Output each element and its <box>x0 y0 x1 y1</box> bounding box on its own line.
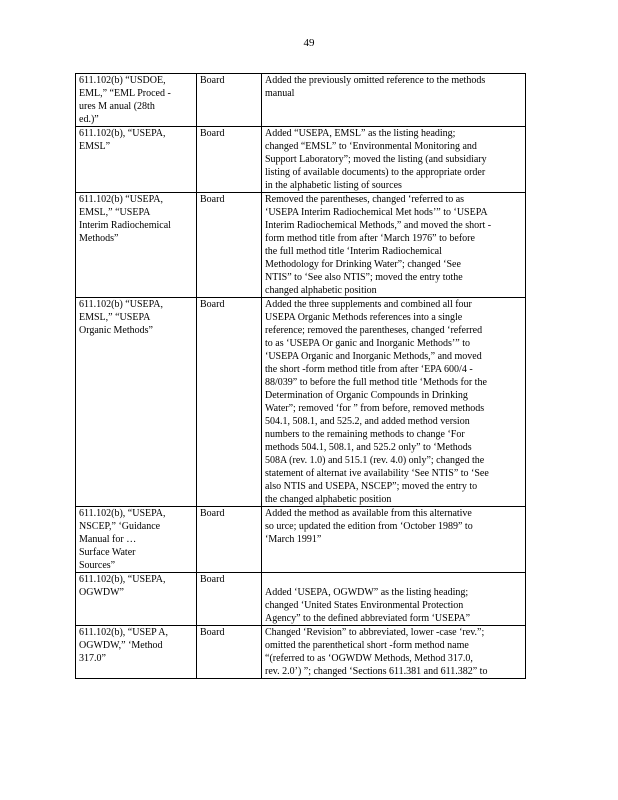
comment-cell <box>262 507 526 573</box>
section-line: EML,” “EML Proced - <box>79 88 171 99</box>
section-cell <box>76 193 197 298</box>
source-cell: Board <box>197 74 262 127</box>
source-cell: Board <box>197 298 262 507</box>
comment-line: Added the previously omitted reference to the methods <box>265 75 486 86</box>
comment-cell <box>262 74 526 127</box>
table-body <box>76 74 526 679</box>
section-cell <box>76 74 197 127</box>
comment-line: Added ‘USEPA, OGWDW” as the listing heading; <box>265 587 469 598</box>
comment-line: Changed ‘Revision” to abbreviated, lower -case ‘rev.”; <box>265 627 485 638</box>
section-line: 611.102(b), “USEP A, <box>79 627 168 638</box>
comment-line: changed “EMSL” to ‘Environmental Monitoring and <box>265 141 477 152</box>
comment-line: 88/039” to before the full method title ‘Methods for the <box>265 377 487 388</box>
section-line: 611.102(b) “USEPA, <box>79 194 163 205</box>
section-line: 611.102(b), “USEPA, <box>79 128 166 139</box>
section-line: ures M anual (28th <box>79 101 155 112</box>
comment-line: in the alphabetic listing of sources <box>265 180 402 191</box>
comment-line: Interim Radiochemical Methods,” and moved the short - <box>265 220 492 231</box>
section-line: OGWDW,” ‘Method <box>79 640 163 651</box>
comment-line: the changed alphabetic position <box>265 494 392 505</box>
comment-line: “(referred to as ‘OGWDW Methods, Method 317.0, <box>265 653 473 664</box>
comment-line: NTIS” to ‘See also NTIS”; moved the entry tothe <box>265 272 463 283</box>
comment-line: manual <box>265 88 295 99</box>
comment-line: reference; removed the parentheses, changed ‘referred <box>265 325 483 336</box>
comment-line: to as ‘USEPA Or ganic and Inorganic Methods’” to <box>265 338 470 349</box>
section-line: ed.)” <box>79 114 99 125</box>
section-line: NSCEP,” ‘Guidance <box>79 521 161 532</box>
table-row <box>76 74 526 127</box>
comment-line: Methodology for Drinking Water”; changed ‘See <box>265 259 461 270</box>
section-line: Manual for … <box>79 534 137 545</box>
comment-line: ‘USEPA Interim Radiochemical Met hods’” to ‘USEPA <box>265 207 488 218</box>
table-row <box>76 127 526 193</box>
comment-line: 508A (rev. 1.0) and 515.1 (rev. 4.0) only”; changed the <box>265 455 485 466</box>
comment-line: ‘March 1991” <box>265 534 322 545</box>
section-line: Interim Radiochemical <box>79 220 171 231</box>
comment-cell <box>262 127 526 193</box>
source-cell: Board <box>197 573 262 626</box>
comment-line: Support Laboratory”; moved the listing (and subsidiary <box>265 154 487 165</box>
section-cell <box>76 626 197 679</box>
comment-line: changed alphabetic position <box>265 285 377 296</box>
comment-cell <box>262 298 526 507</box>
section-cell <box>76 127 197 193</box>
section-cell <box>76 298 197 507</box>
comment-line: rev. 2.0’) ”; changed ‘Sections 611.381 and 611.382” to <box>265 666 488 677</box>
comment-cell <box>262 193 526 298</box>
page-number: 49 <box>303 37 315 49</box>
section-line: EMSL,” “USEPA <box>79 312 151 323</box>
comment-line: so urce; updated the edition from ‘October 1989” to <box>265 521 473 532</box>
comment-line: Added the method as available from this alternative <box>265 508 472 519</box>
comment-line: 504.1, 508.1, and 525.2, and added method version <box>265 416 470 427</box>
table-row <box>76 193 526 298</box>
comment-line: numbers to the remaining methods to change ‘For <box>265 429 465 440</box>
comment-line: Added the three supplements and combined all four <box>265 299 472 310</box>
comment-cell <box>262 573 526 626</box>
section-cell <box>76 573 197 626</box>
section-line: OGWDW” <box>79 587 124 598</box>
section-line: EMSL” <box>79 141 111 152</box>
source-cell: Board <box>197 626 262 679</box>
section-line: 611.102(b), “USEPA, <box>79 508 166 519</box>
section-line: Organic Methods” <box>79 325 153 336</box>
comment-line: the full method title ‘Interim Radiochemical <box>265 246 442 257</box>
comment-line: ‘USEPA Organic and Inorganic Methods,” and moved <box>265 351 482 362</box>
source-cell: Board <box>197 507 262 573</box>
comment-line: omitted the parenthetical short -form method name <box>265 640 469 651</box>
comment-cell <box>262 626 526 679</box>
comment-line: Agency” to the defined abbreviated form ‘USEPA” <box>265 613 471 624</box>
table-row <box>76 507 526 573</box>
comment-line <box>265 573 522 586</box>
comment-line: changed ‘United States Environmental Protection <box>265 600 464 611</box>
source-cell: Board <box>197 127 262 193</box>
comment-line: form method title from after ‘March 1976” to before <box>265 233 475 244</box>
table-row <box>76 573 526 626</box>
comment-line: listing of available documents) to the appropriate order <box>265 167 486 178</box>
comment-line: Water”; removed ‘for ” from before, removed methods <box>265 403 485 414</box>
section-line: EMSL,” “USEPA <box>79 207 151 218</box>
section-line: 611.102(b) “USDOE, <box>79 75 166 86</box>
section-line: 611.102(b) “USEPA, <box>79 299 163 310</box>
comment-line: also NTIS and USEPA, NSCEP”; moved the entry to <box>265 481 478 492</box>
table-row <box>76 298 526 507</box>
table-row <box>76 626 526 679</box>
comment-line: the short -form method title from after ‘EPA 600/4 - <box>265 364 473 375</box>
comment-line: USEPA Organic Methods references into a single <box>265 312 463 323</box>
section-line: 317.0” <box>79 653 106 664</box>
rulemaking-table <box>75 73 526 679</box>
section-cell <box>76 507 197 573</box>
source-cell: Board <box>197 193 262 298</box>
section-line: Sources” <box>79 560 116 571</box>
comment-line: Added “USEPA, EMSL” as the listing heading; <box>265 128 456 139</box>
comment-line: statement of alternat ive availability ‘See NTIS” to ‘See <box>265 468 489 479</box>
section-line: Methods” <box>79 233 119 244</box>
section-line: 611.102(b), “USEPA, <box>79 574 166 585</box>
section-line: Surface Water <box>79 547 136 558</box>
comment-line: Removed the parentheses, changed ‘referred to as <box>265 194 465 205</box>
comment-line: methods 504.1, 508.1, and 525.2 only” to ‘Methods <box>265 442 472 453</box>
comment-line: Determination of Organic Compounds in Drinking <box>265 390 468 401</box>
